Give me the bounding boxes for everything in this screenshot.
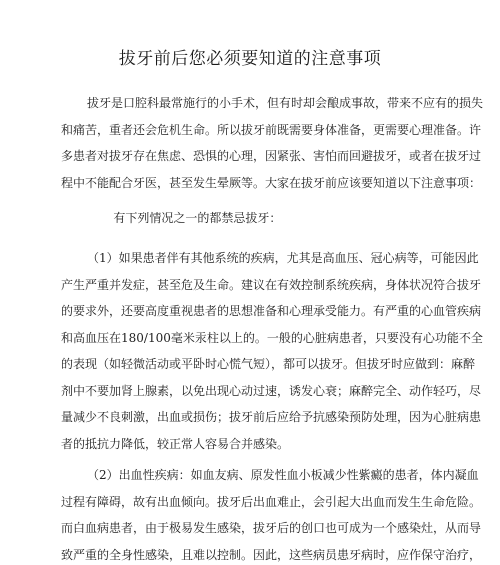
text-line: 程中不能配合牙医，甚至发生晕厥等。大家在拔牙前应该要知道以下注意事项：	[61, 175, 482, 190]
cardiovascular-paragraph	[61, 245, 483, 457]
text-line: 过程有障碍，故有出血倾向。拔牙后出血难止，会引起大出血而发生生命危险。	[61, 494, 482, 509]
text-line: （1）如果患者伴有其他系统的疾病，尤其是高血压、冠心病等，可能因此	[87, 251, 479, 265]
text-line: 的表现（如轻微活动或平卧时心慌气短），都可以拔牙。但拔牙时应做到：麻醉	[61, 357, 476, 371]
intro-paragraph	[61, 90, 484, 196]
text-line: 而白血病患者，由于极易发生感染，拔牙后的创口也可成为一个感染灶，从而导	[61, 521, 482, 535]
text-line: （2）出血性疾病：如血友病、原发性血小板减少性紫癜的患者，体内凝血	[87, 468, 479, 482]
text-line: 和高血压在180/100毫米汞柱以上的。一般的心脏病患者，只要没有心功能不全	[61, 330, 483, 345]
text-line: 剂中不要加肾上腺素，以免出现心动过速，诱发心衰；麻醉完全、动作轻巧，尽	[61, 383, 482, 398]
text-line: 者的抵抗力降低，较正常人容易合并感染。	[61, 436, 290, 451]
text-line: 致严重的全身性感染，且难以控制。因此，这些病员患牙病时，应作保守治疗，	[61, 547, 482, 562]
text-line: 和痛苦，重者还会危机生命。所以拔牙前既需要身体准备，更需要心理准备。许	[61, 122, 482, 137]
text-line: 多患者对拔牙存在焦虑、恐惧的心理，因紧张、害怕而回避拔牙，或者在拔牙过	[61, 149, 482, 163]
contraindication-heading	[61, 205, 441, 232]
text-line: 产生严重并发症，甚至危及生命。建议在有效控制系统疾病，身体状况符合拔牙	[61, 277, 482, 292]
text-line: 的要求外，还要高度重视患者的思想准备和心理承受能力。有严重的心血管疾病	[61, 304, 482, 318]
bleeding-disorder-paragraph	[61, 462, 482, 565]
text-line: 拔牙是口腔科最常施行的小手术，但有时却会酿成事故，带来不应有的损失	[87, 96, 484, 110]
text-line: 量减少不良刺激，出血或损伤；拔牙前后应给予抗感染预防处理，因为心脏病患	[61, 410, 482, 424]
text-line: 有下列情况之一的都禁忌拔牙：	[113, 211, 282, 225]
document-title: 拔牙前后您必须要知道的注意事项	[118, 49, 382, 69]
